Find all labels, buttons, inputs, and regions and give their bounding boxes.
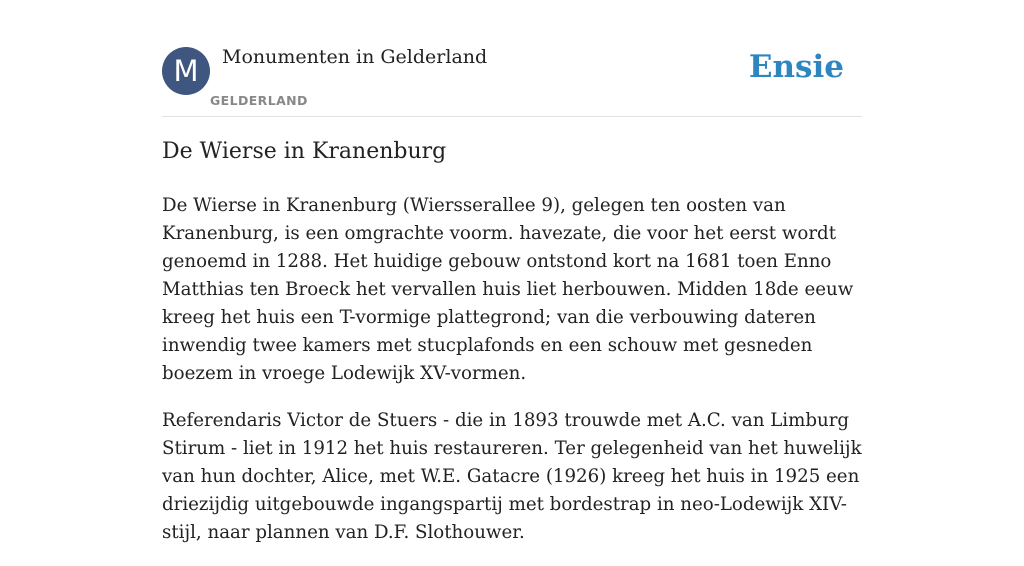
article-title: De Wierse in Kranenburg	[162, 139, 447, 164]
header	[162, 44, 862, 117]
category-link[interactable]: GELDERLAND	[210, 93, 308, 108]
article-body	[162, 192, 868, 566]
article-paragraph: De Wierse in Kranenburg (Wiersserallee 9), gelegen ten oosten van Kranenburg, is een omgrachte voorm. havezate, die voor het eerst wordt genoemd in 1288. Het huidige gebouw ontstond kort na 1681 toen Enno Matthias ten Broeck het vervallen huis liet herbouwen. Midden 18de eeuw kreeg het huis een T-vormige plattegrond; van die verbouwing dateren inwendig twee kamers met stucplafonds en een schouw met gesneden boezem in vroege Lodewijk XV-vormen.	[162, 195, 854, 384]
article-paragraph: Referendaris Victor de Stuers - die in 1893 trouwde met A.C. van Limburg Stirum - liet in 1912 het huis restaureren. Ter gelegenheid van het huwelijk van hun dochter, Alice, met W.E. Gatacre (1926) kreeg het huis in 1925 een driezijdig uitgebouwde ingangspartij met bordestrap in neo-Lodewijk XIV-stijl, naar plannen van D.F. Slothouwer.	[162, 410, 862, 543]
ensie-logo[interactable]: Ensie	[748, 49, 844, 85]
book-title-link[interactable]: Monumenten in Gelderland	[222, 46, 488, 68]
avatar[interactable]: M	[162, 47, 210, 95]
